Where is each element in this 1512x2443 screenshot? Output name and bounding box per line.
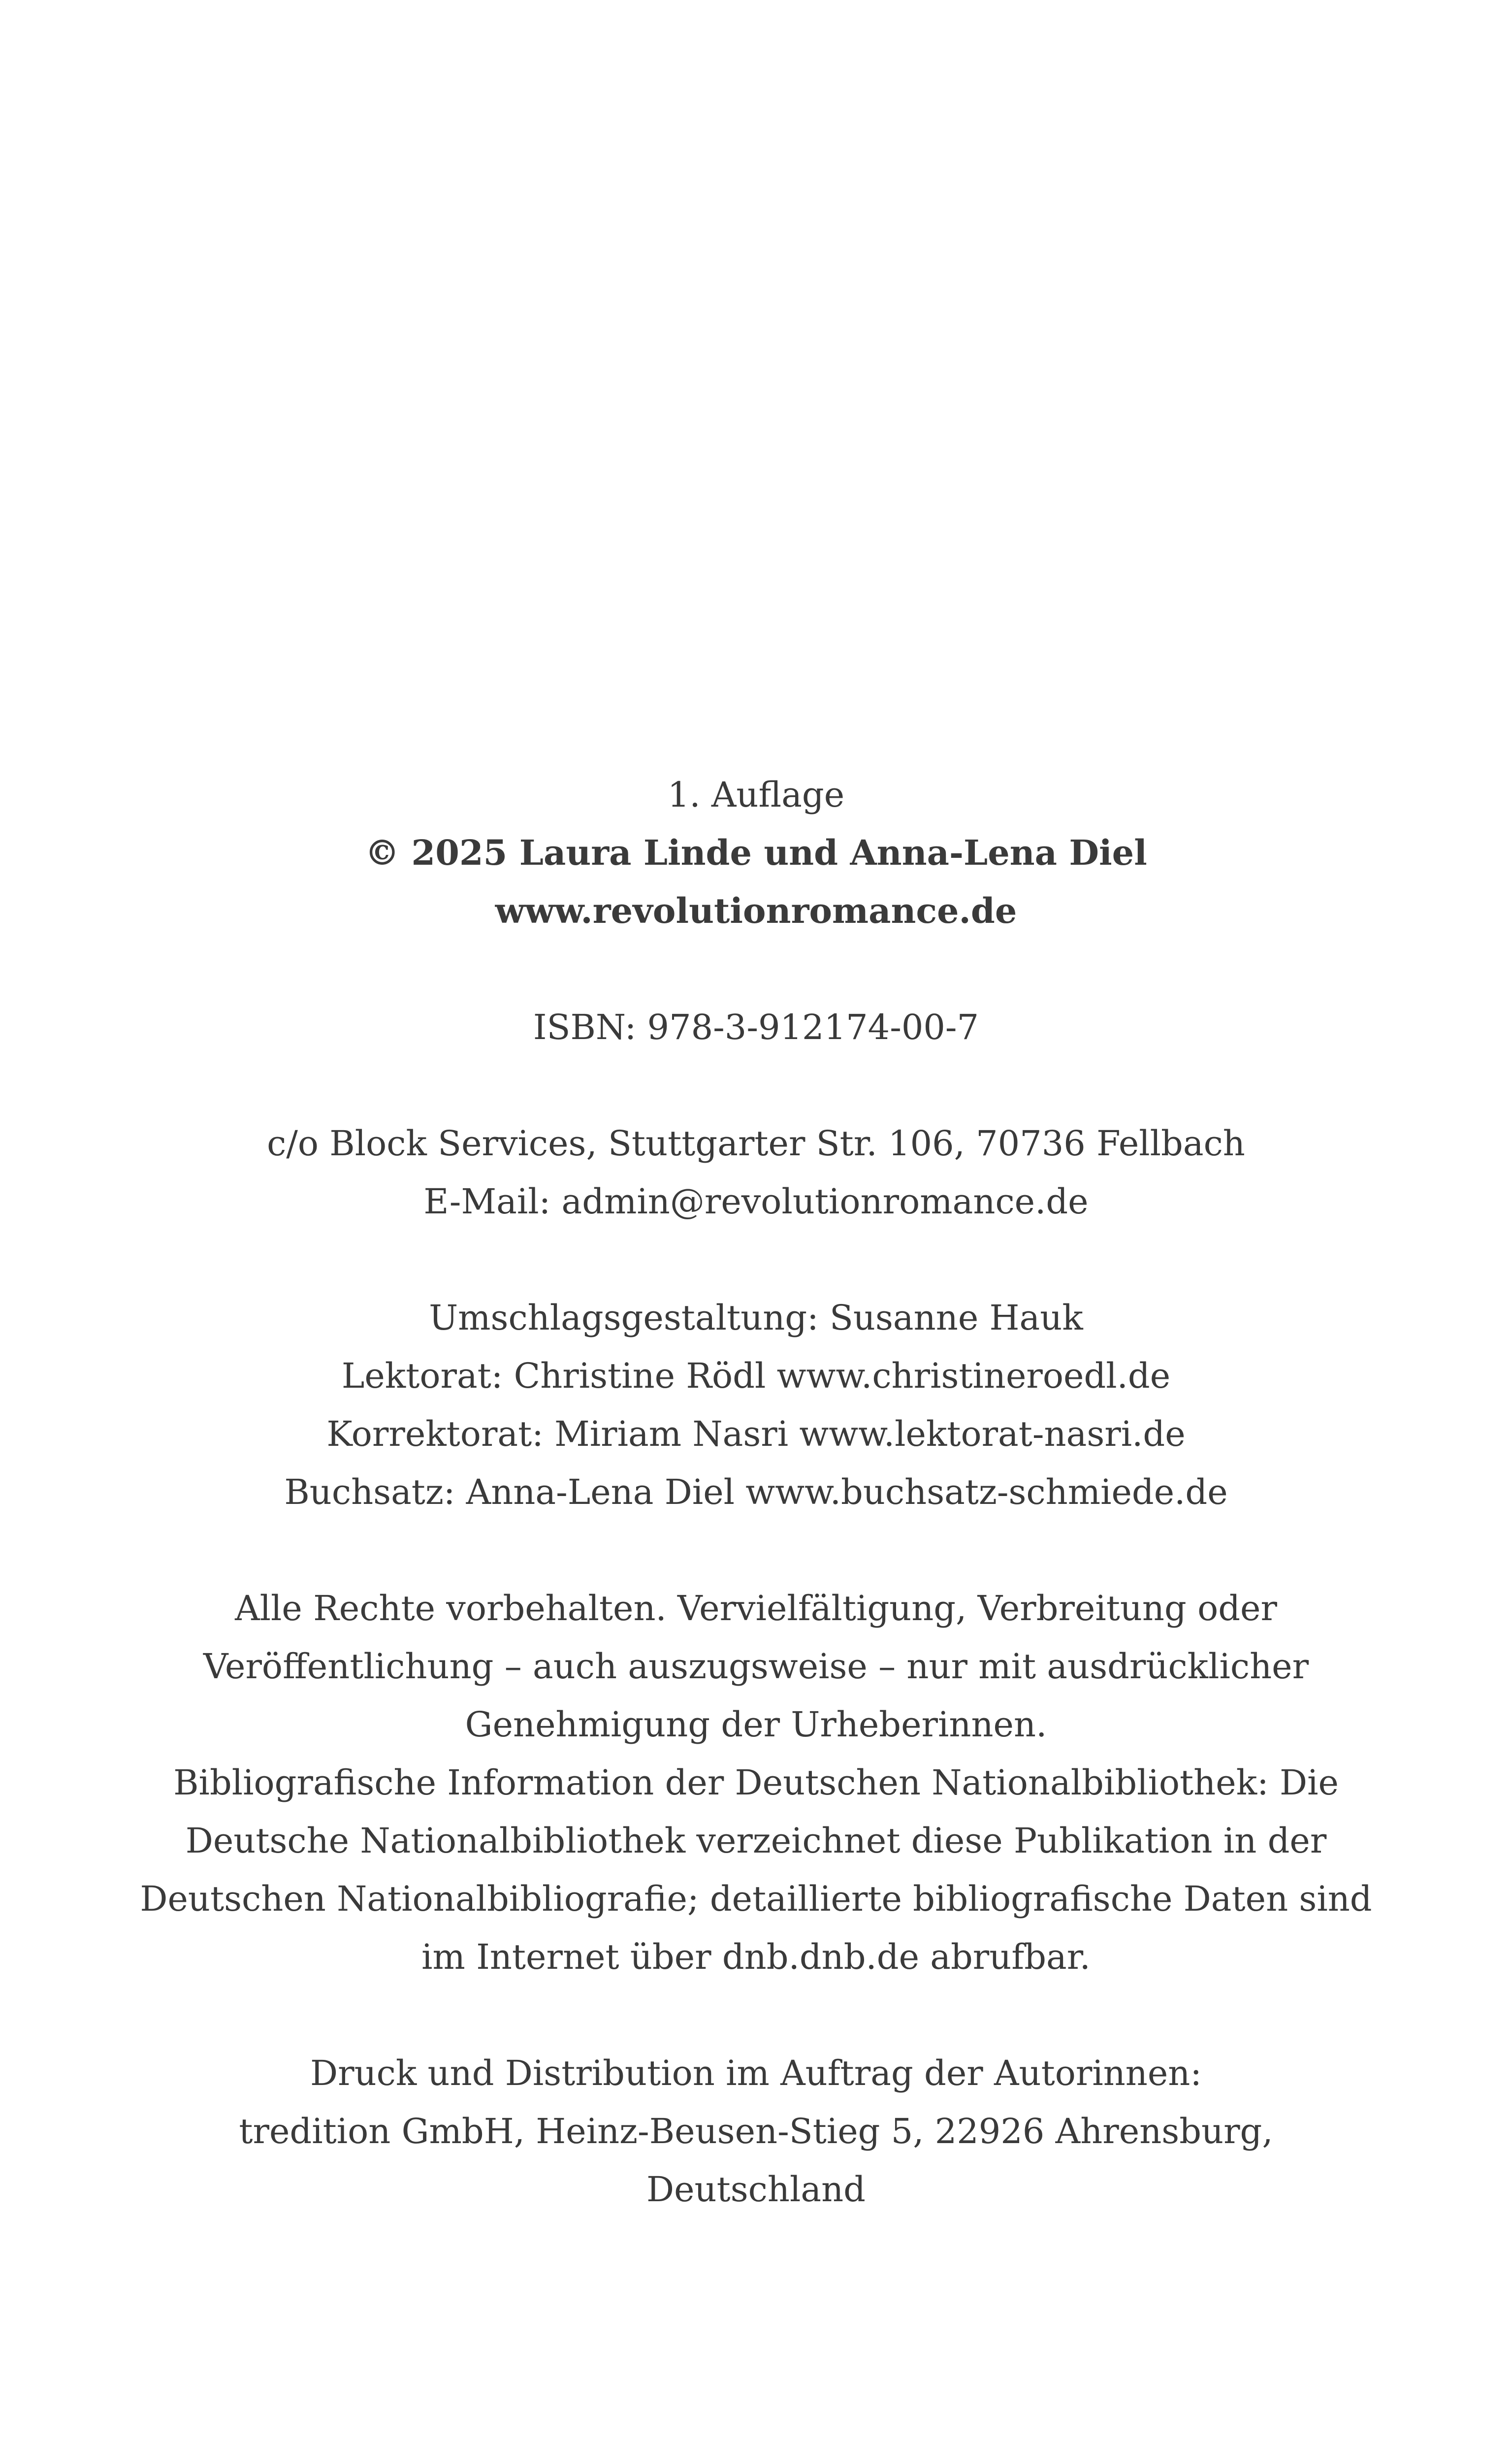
email-line: E-Mail: admin@revolutionromance.de: [423, 1181, 1089, 1222]
printing-line: tredition GmbH, Heinz-Beusen-Stieg 5, 22926 Ahrensburg,: [239, 2111, 1273, 2151]
bibliographic-line: Deutschen Nationalbibliografie; detaillierte bibliografische Daten sind: [140, 1879, 1372, 1919]
copyright-line: © 2025 Laura Linde und Anna-Lena Diel: [365, 832, 1147, 873]
isbn-line: ISBN: 978-3-912174-00-7: [533, 1007, 979, 1047]
address-line: c/o Block Services, Stuttgarter Str. 106, 70736 Fellbach: [267, 1123, 1245, 1164]
spacer: [0, 1521, 1512, 1579]
bibliographic-line: Bibliografische Information der Deutschen Nationalbibliothek: Die: [173, 1762, 1339, 1803]
printing-line: Druck und Distribution im Auftrag der Autorinnen:: [310, 2053, 1202, 2093]
spacer: [0, 940, 1512, 998]
website-line: www.revolutionromance.de: [495, 890, 1017, 931]
rights-line: Genehmigung der Urheberinnen.: [465, 1704, 1047, 1745]
rights-line: Alle Rechte vorbehalten. Vervielfältigung, Verbreitung oder: [235, 1588, 1277, 1629]
spacer: [0, 1986, 1512, 2044]
credit-editing: Lektorat: Christine Rödl www.christineroedl.de: [341, 1356, 1171, 1396]
bibliographic-line: Deutsche Nationalbibliothek verzeichnet diese Publikation in der: [185, 1821, 1327, 1861]
imprint-block: [0, 766, 1512, 2218]
spacer: [0, 1231, 1512, 1289]
credit-typesetting: Buchsatz: Anna-Lena Diel www.buchsatz-schmiede.de: [284, 1472, 1228, 1512]
credit-proofreading: Korrektorat: Miriam Nasri www.lektorat-nasri.de: [326, 1414, 1186, 1454]
rights-line: Veröffentlichung – auch auszugsweise – nur mit ausdrücklicher: [203, 1646, 1309, 1687]
credit-cover-design: Umschlagsgestaltung: Susanne Hauk: [429, 1298, 1083, 1338]
edition-line: 1. Auflage: [667, 775, 845, 815]
bibliographic-line: im Internet über dnb.dnb.de abrufbar.: [421, 1937, 1091, 1977]
printing-line: Deutschland: [646, 2169, 866, 2210]
spacer: [0, 1056, 1512, 1114]
